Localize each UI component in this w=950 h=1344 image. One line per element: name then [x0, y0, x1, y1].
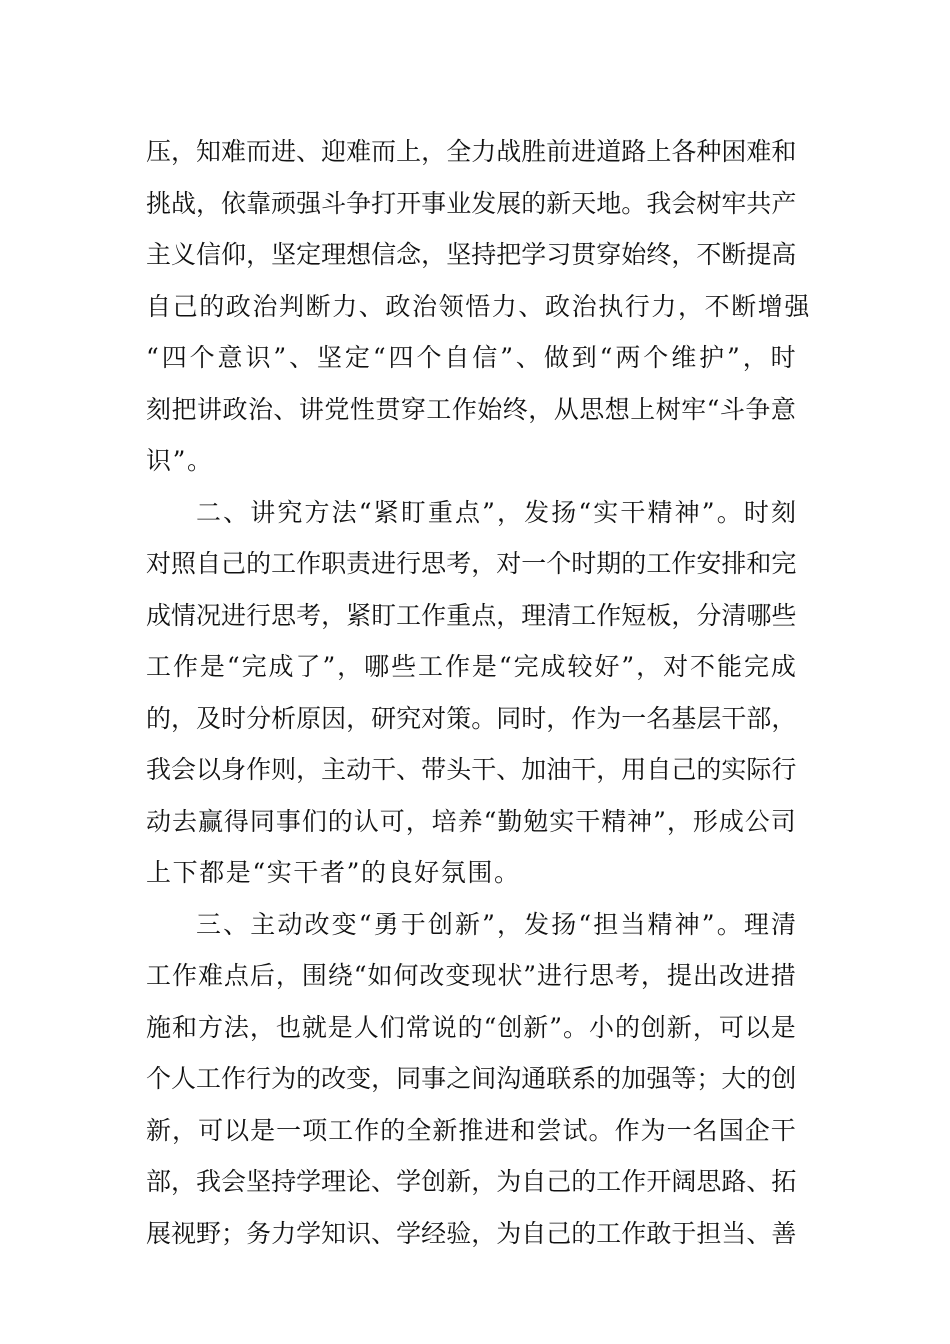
- text-line: 个 人 工 作 行 为 的 改 变 ， 同 事 之 间 沟 通 联 系 的 加 强 等 ； 大 的 创: [146, 1064, 797, 1093]
- text-line: 的 ， 及 时 分 析 原 因 ， 研 究 对 策 。 同 时 ， 作 为 一 名 基 层 干 部 ，: [146, 703, 797, 733]
- text-line: 我 会 以 身 作 则 ， 主 动 干 、 带 头 干 、 加 油 干 ， 用 自 己 的 实 际 行: [146, 755, 797, 784]
- text-line: 三 、 主 动 改 变 “ 勇 于 创 新 ” ， 发 扬 “ 担 当 精 神 ” 。 理 清: [196, 909, 796, 939]
- text-line: 工 作 是 “ 完 成 了 ” ， 哪 些 工 作 是 “ 完 成 较 好 ” ， 对 不 能 完 成: [146, 652, 796, 681]
- text-line: 新 ， 可 以 是 一 项 工 作 的 全 新 推 进 和 尝 试 。 作 为 一 名 国 企 干: [146, 1115, 796, 1145]
- text-line: 二 、 讲 究 方 法 “ 紧 盯 重 点 ” ， 发 扬 “ 实 干 精 神 ” 。 时 刻: [196, 497, 796, 527]
- text-line: 压 ， 知 难 而 进 、 迎 难 而 上 ， 全 力 战 胜 前 进 道 路 上 各 种 困 难 和: [146, 137, 797, 166]
- text-line: 动 去 赢 得 同 事 们 的 认 可 ， 培 养 “ 勤 勉 实 干 精 神 ” ， 形 成 公 司: [146, 806, 796, 836]
- body-text: [146, 126, 812, 1259]
- text-line: 识”。: [146, 446, 214, 475]
- text-line: 刻 把 讲 政 治 、 讲 党 性 贯 穿 工 作 始 终 ， 从 思 想 上 树 牢 “ 斗 争 意: [146, 394, 796, 424]
- text-line: 对 照 自 己 的 工 作 职 责 进 行 思 考 ， 对 一 个 时 期 的 工 作 安 排 和 完: [146, 549, 797, 578]
- text-line: 工 作 难 点 后 ， 围 绕 “ 如 何 改 变 现 状 ” 进 行 思 考 ， 提 出 改 进 措: [146, 961, 796, 990]
- text-line: 自己的政治判断力、政治领悟力、政治执行力，不断增强: [146, 291, 812, 321]
- text-line: 成 情 况 进 行 思 考 ， 紧 盯 工 作 重 点 ， 理 清 工 作 短 板 ， 分 清 哪 些: [146, 600, 797, 630]
- text-line: 施 和 方 法 ， 也 就 是 人 们 常 说 的 “ 创 新 ” 。 小 的 创 新 ， 可 以 是: [146, 1012, 796, 1042]
- text-line: 上下都是“实干者”的良好氛围。: [146, 858, 521, 887]
- text-line: 展 视 野 ； 务 力 学 知 识 、 学 经 验 ， 为 自 己 的 工 作 敢 于 担 当 、 善: [146, 1218, 797, 1248]
- text-line: 挑 战 ， 依 靠 顽 强 斗 争 打 开 事 业 发 展 的 新 天 地 。 我 会 树 牢 共 产: [146, 188, 797, 218]
- text-line: 部 ， 我 会 坚 持 学 理 论 、 学 创 新 ， 为 自 己 的 工 作 开 阔 思 路 、 拓: [146, 1167, 797, 1196]
- text-line: 主 义 信 仰 ， 坚 定 理 想 信 念 ， 坚 持 把 学 习 贯 穿 始 终 ， 不 断 提 高: [146, 240, 797, 269]
- text-line: “ 四 个 意 识 ” 、 坚 定 “ 四 个 自 信 ” 、 做 到 “ 两 个 维 护 ” ， 时: [146, 343, 796, 372]
